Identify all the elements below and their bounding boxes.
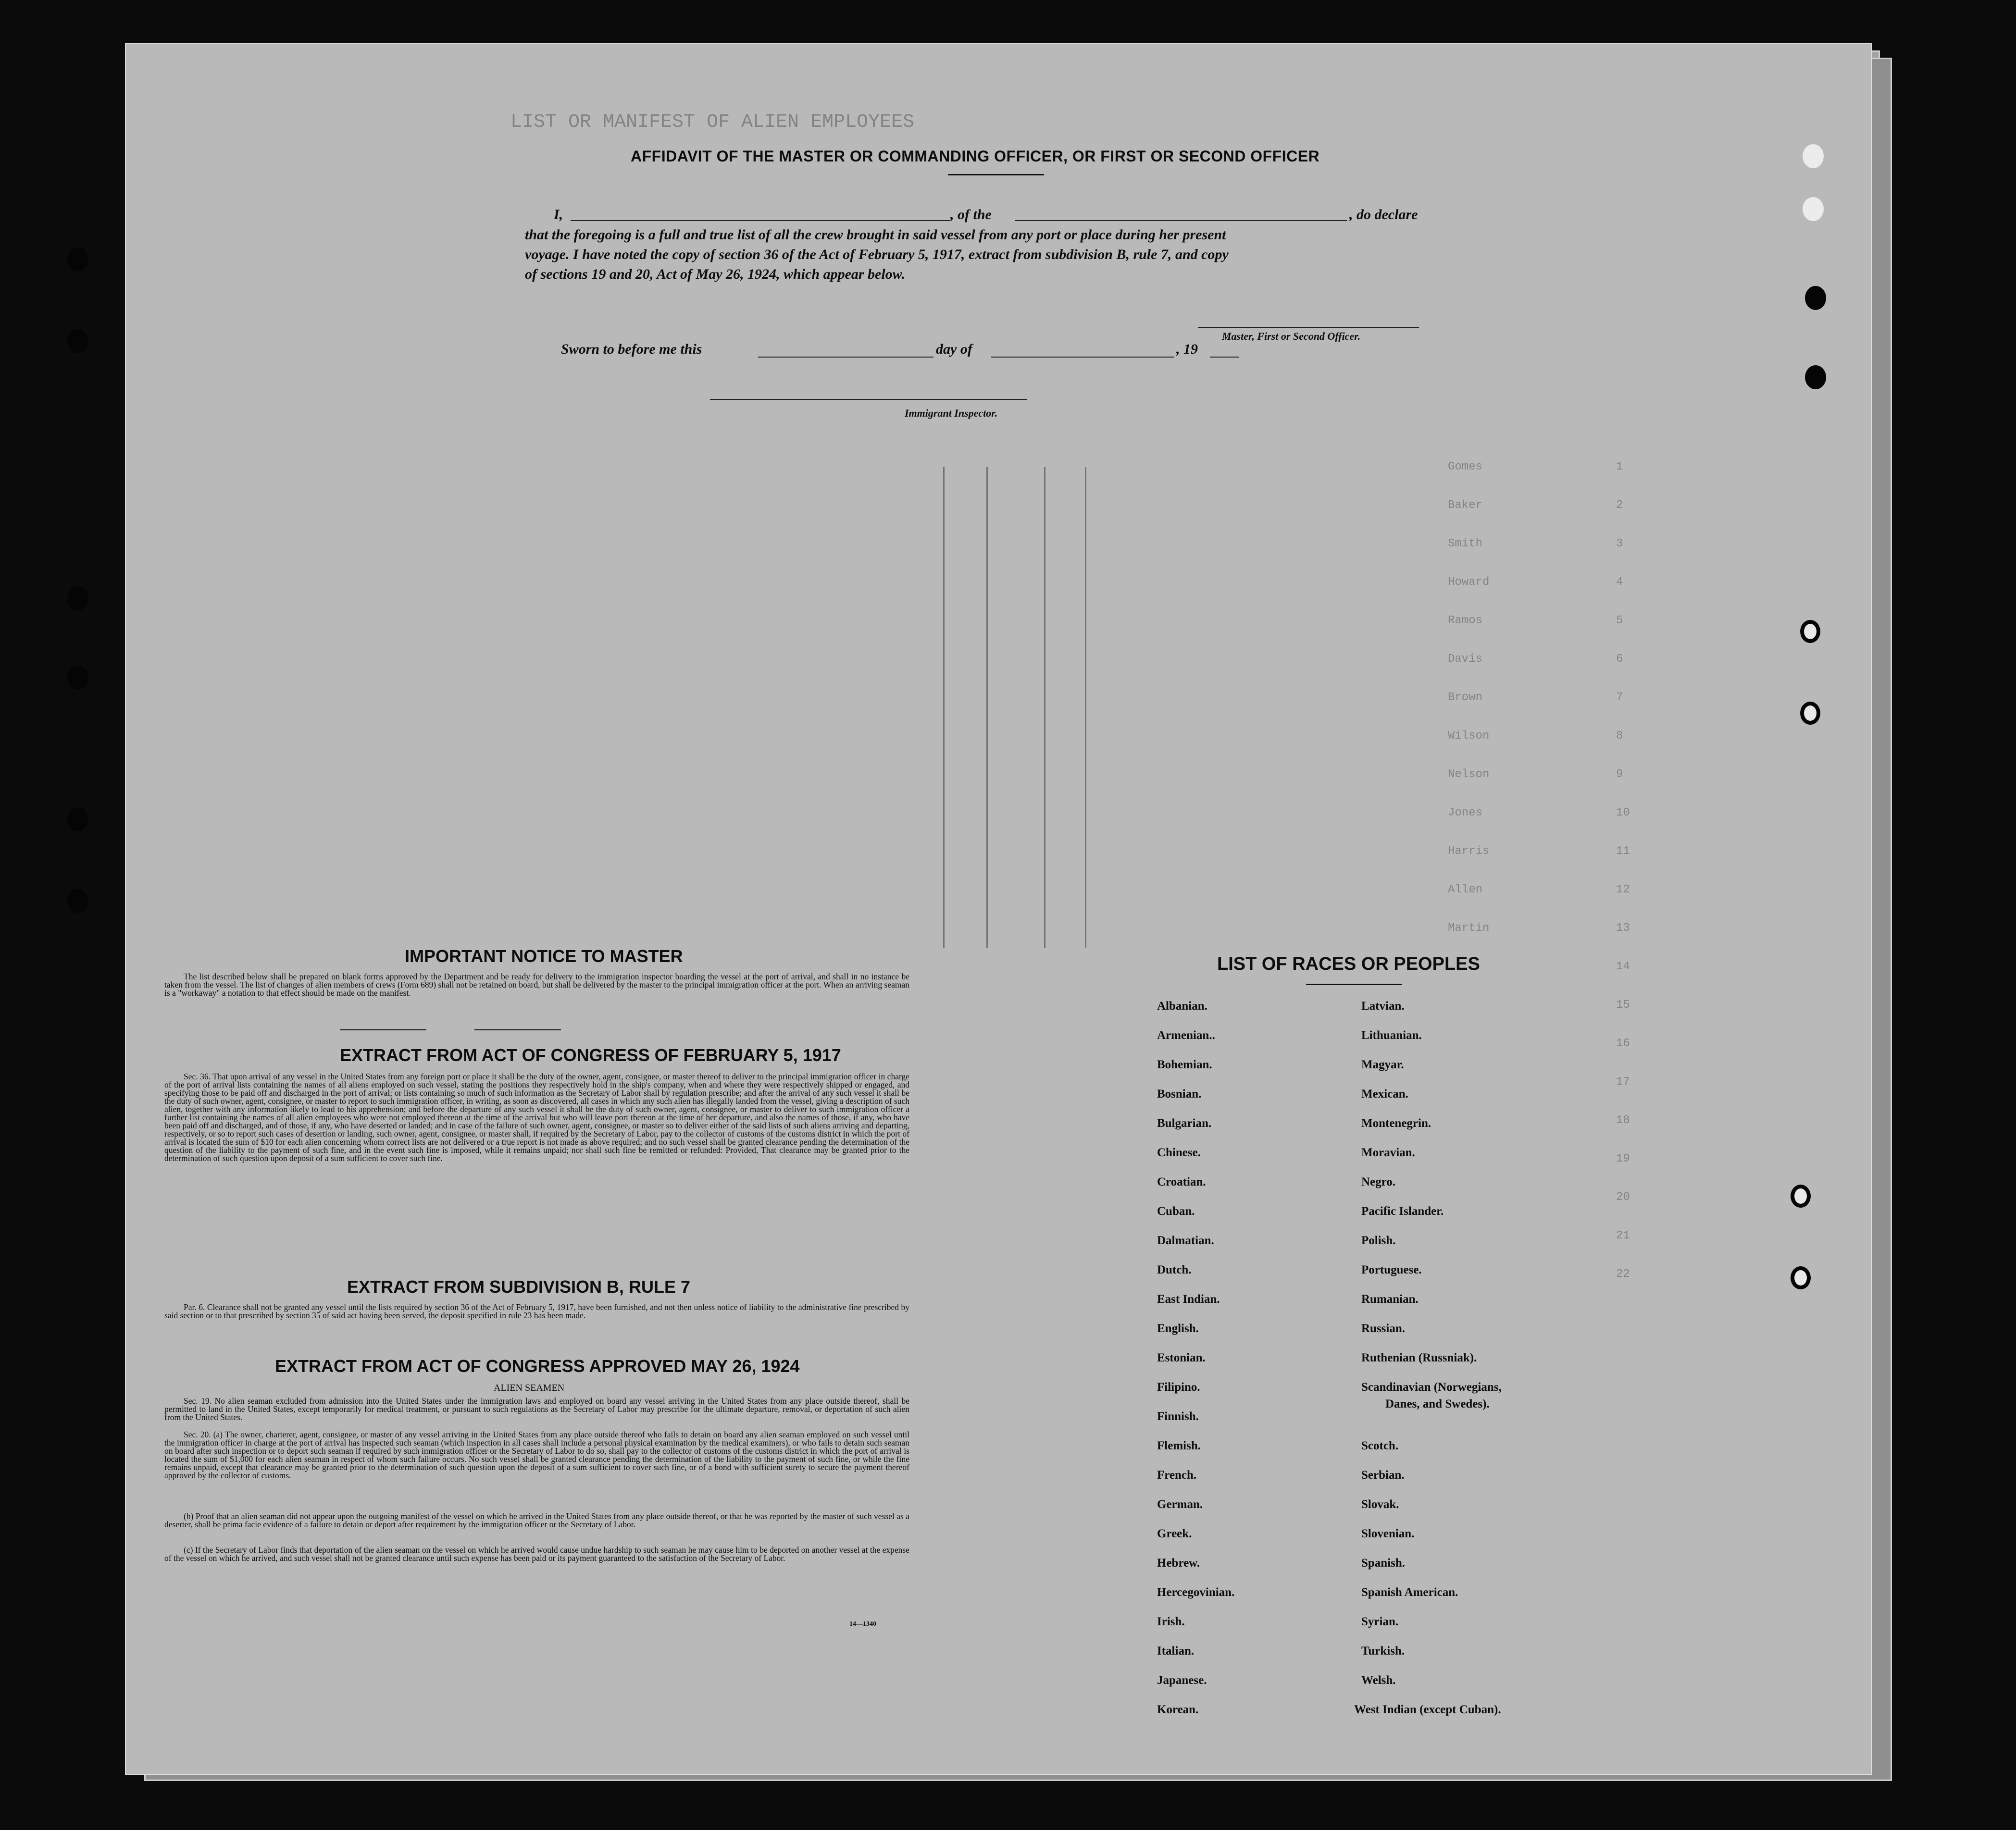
column-rule: [1085, 467, 1086, 948]
extract-rule7-body: Par. 6. Clearance shall not be granted any vessel until the lists required by section 36 of the Act of February 5, 1917, have been furnished, and not then unless notice of liability to the administrative fine prescribed by said section or to that prescribed by section 35 of said act having been served, the deposit specified in rule 23 has been made.: [164, 1302, 909, 1320]
race-left-9: Dalmatian.: [1157, 1234, 1214, 1247]
race-right-2: Lithuanian.: [1361, 1029, 1422, 1042]
divider: [340, 1029, 426, 1030]
bleed-through-text: LIST OR MANIFEST OF ALIEN EMPLOYEES: [510, 111, 915, 133]
column-rule: [943, 467, 945, 948]
race-left-25: Korean.: [1157, 1703, 1199, 1716]
race-right-19: Spanish.: [1361, 1557, 1406, 1570]
race-right-23: Welsh.: [1361, 1674, 1396, 1687]
signature-line-inspector[interactable]: [710, 399, 1027, 400]
column-rule: [1044, 467, 1045, 948]
extract-rule7-title: EXTRACT FROM SUBDIVISION B, RULE 7: [347, 1277, 691, 1297]
race-left-15: Finnish.: [1157, 1410, 1199, 1423]
race-left-8: Cuban.: [1157, 1205, 1195, 1218]
notice-body: The list described below shall be prepared on blank forms approved by the Department and be ready for delivery to the immigration inspector boarding the vessel at the port of arrival, and shall in no instance be taken from the vessel. The list of changes of alien members of crews (Form 689) shall not be retained on board, but shall be delivered by the master to the principal immigration officer at the port. When an arriving seaman is a "workaway" a notation to that effect should be made on the manifest.: [164, 972, 909, 998]
affidavit-title: AFFIDAVIT OF THE MASTER OR COMMANDING OFFICER, OR FIRST OR SECOND OFFICER: [631, 148, 1320, 165]
binder-hole: [1805, 286, 1826, 310]
race-right-3: Magyar.: [1361, 1058, 1404, 1071]
divider: [1306, 984, 1402, 985]
binder-hole: [67, 247, 88, 272]
race-left-1: Albanian.: [1157, 1000, 1207, 1013]
divider: [474, 1029, 561, 1030]
binder-hole: [1805, 365, 1826, 389]
race-left-13: Estonian.: [1157, 1351, 1206, 1364]
races-title: LIST OF RACES OR PEOPLES: [1217, 954, 1480, 974]
extract-1917-title: EXTRACT FROM ACT OF CONGRESS OF FEBRUARY 5, 1917: [340, 1045, 841, 1065]
binder-hole: [1800, 620, 1820, 643]
year-prefix: , 19: [1176, 341, 1198, 357]
extract-1924-subtitle: ALIEN SEAMEN: [494, 1383, 565, 1393]
race-right-14-cont: Danes, and Swedes).: [1385, 1397, 1490, 1410]
declaration-i: I,: [554, 207, 563, 223]
race-left-21: Hercegovinian.: [1157, 1586, 1235, 1599]
race-left-16: Flemish.: [1157, 1439, 1201, 1452]
day-blank[interactable]: [758, 357, 933, 358]
race-right-1: Latvian.: [1361, 1000, 1405, 1013]
sec-20a: Sec. 20. (a) The owner, charterer, agent, consignee, or master of any vessel arriving in the United States from any place outside thereof who fails to detain on board any alien seaman employed on such vessel until the immigration officer in charge at the port of arrival has inspected such seaman (which inspection in all cases shall include a personal physical examination by the medical examiners), or who fails to detain such seaman on board after such inspection or to deport such seaman if required by such immigration officer or the Secretary of Labor to do so, shall pay to the collector of customs of the customs district in which the port of arrival is located the sum of $1,000 for each alien seaman in respect of whom such failure occurs. No such vessel shall be granted clearance pending the determination of the liability to the payment of such fine, or while the fine remains unpaid, except that clearance may be granted prior to the determination of such question upon the deposit of a sum sufficient to cover such fine, or of a bond with sufficient surety to secure the payment thereof approved by the collector of customs.: [164, 1430, 909, 1480]
race-right-15: Scotch.: [1361, 1439, 1399, 1452]
race-right-18: Slovenian.: [1361, 1527, 1415, 1540]
divider: [948, 174, 1044, 175]
race-right-21: Syrian.: [1361, 1615, 1399, 1628]
race-right-7: Negro.: [1361, 1175, 1396, 1188]
race-left-20: Hebrew.: [1157, 1557, 1200, 1570]
sec-20c: (c) If the Secretary of Labor finds that deportation of the alien seaman on the vessel on which he arrived would cause undue hardship to such seaman he may cause him to be deported on another vessel at the expense of the vessel on which he arrived, and such vessel shall not be granted clearance until such expense has been paid or its payment guaranteed to the satisfaction of the Secretary of Labor.: [164, 1545, 909, 1563]
declaration-of-the: , of the: [950, 207, 992, 223]
race-right-22: Turkish.: [1361, 1645, 1405, 1657]
binder-hole: [1803, 197, 1824, 221]
inspector-caption: Immigrant Inspector.: [905, 407, 998, 419]
race-right-13: Ruthenian (Russniak).: [1361, 1351, 1477, 1364]
bleed-through-numbers: 1 2 3 4 5 6 7 8 9 10 11 12 13 14 15 16 17 18 19 20 21 22: [1616, 460, 1630, 1281]
race-right-6: Moravian.: [1361, 1146, 1415, 1159]
race-left-14: Filipino.: [1157, 1381, 1200, 1394]
vessel-blank[interactable]: [1015, 220, 1347, 221]
race-left-7: Croatian.: [1157, 1175, 1206, 1188]
signature-line-officer[interactable]: [1198, 327, 1419, 328]
declaration-line-3: voyage. I have noted the copy of section 36 of the Act of February 5, 1917, extract from subdivision B, rule 7, and copy: [525, 247, 1229, 262]
race-left-19: Greek.: [1157, 1527, 1192, 1540]
name-blank[interactable]: [571, 220, 950, 221]
race-right-11: Rumanian.: [1361, 1293, 1419, 1306]
race-left-5: Bulgarian.: [1157, 1117, 1212, 1130]
race-right-17: Slovak.: [1361, 1498, 1399, 1511]
binder-hole: [1800, 702, 1820, 725]
sec-20b: (b) Proof that an alien seaman did not appear upon the outgoing manifest of the vessel on which he arrived in the United States from any place outside thereof, or that he was reported by the master of such vessel as a deserter, shall be prima facie evidence of a failure to detain or deport after requirement by the immigration officer or the Secretary of Labor.: [164, 1511, 909, 1529]
race-right-24: West Indian (except Cuban).: [1354, 1703, 1501, 1716]
race-left-17: French.: [1157, 1469, 1197, 1482]
binder-hole: [67, 329, 88, 353]
race-left-24: Japanese.: [1157, 1674, 1207, 1687]
race-left-22: Irish.: [1157, 1615, 1185, 1628]
race-right-16: Serbian.: [1361, 1469, 1405, 1482]
race-right-20: Spanish American.: [1361, 1586, 1458, 1599]
extract-1917-body: Sec. 36. That upon arrival of any vessel in the United States from any foreign port or place it shall be the duty of the owner, agent, consignee, or master thereof to deliver to the principal immigration officer in charge of the port of arrival lists containing the names of all aliens employed on such vessel, stating the positions they respectively hold in the ship's company, when and where they were respectively shipped or engaged, and specifying those to be paid off and discharged in the port of arrival; or lists containing so much of such information as the Secretary of Labor shall by regulation prescribe; and after the arrival of any such vessel it shall be the duty of such owner, agent, consignee, or master to report to such immigration officer, in writing, as soon as discovered, all cases in which any such alien has illegally landed from the vessel, giving a description of such alien, together with any information likely to lead to his apprehension; and before the departure of any such vessel it shall be the duty of such owner, agent, consignee, or master to deliver to such immigration officer a further list containing the names of all alien employees who were not employed thereon at the time of the arrival but who will leave port thereon at the time of her departure, and also the names of those, if any, who have been paid off and discharged, and of those, if any, who have deserted or landed; and in case of the failure of such owner, agent, consignee, or master so to deliver either of the said lists of such aliens arriving and departing, respectively, or so to report such cases of desertion or landing, such owner, agent, consignee, or master shall, if required by the Secretary of Labor, pay to the collector of customs of the customs district in which the port of arrival is located the sum of $10 for each alien concerning whom correct lists are not delivered or a true report is not made as above required; and no such vessel shall be granted clearance pending the determination of the question of the liability to the payment of such fine, and in the event such fine is imposed, while it remains unpaid; nor shall such fine be remitted or refunded: Provided, That clearance may be granted prior to the determination of such question upon deposit of a sum sufficient to cover such fine.: [164, 1072, 909, 1163]
race-left-11: East Indian.: [1157, 1293, 1220, 1306]
declaration-end: , do declare: [1349, 207, 1418, 223]
race-left-3: Bohemian.: [1157, 1058, 1212, 1071]
notice-title: IMPORTANT NOTICE TO MASTER: [405, 946, 683, 966]
race-left-18: German.: [1157, 1498, 1203, 1511]
race-left-23: Italian.: [1157, 1645, 1195, 1657]
race-right-12: Russian.: [1361, 1322, 1406, 1335]
binder-hole: [67, 586, 88, 610]
declaration-line-4: of sections 19 and 20, Act of May 26, 1924, which appear below.: [525, 266, 906, 282]
binder-hole: [67, 889, 88, 913]
form-page: [125, 43, 1872, 1775]
race-right-5: Montenegrin.: [1361, 1117, 1431, 1130]
binder-hole: [1791, 1185, 1811, 1208]
race-right-8: Pacific Islander.: [1361, 1205, 1444, 1218]
officer-caption: Master, First or Second Officer.: [1222, 330, 1361, 342]
race-left-2: Armenian..: [1157, 1029, 1215, 1042]
day-of-text: day of: [936, 341, 972, 357]
sworn-text: Sworn to before me this: [561, 341, 702, 357]
race-left-6: Chinese.: [1157, 1146, 1201, 1159]
race-left-12: English.: [1157, 1322, 1199, 1335]
race-right-14: Scandinavian (Norwegians,: [1361, 1381, 1502, 1394]
year-blank[interactable]: [1210, 357, 1239, 358]
binder-hole: [67, 666, 88, 690]
binder-hole: [1791, 1266, 1811, 1289]
binder-hole: [67, 807, 88, 831]
bleed-through-names: Gomes Baker Smith Howard Ramos Davis Brown Wilson Nelson Jones Harris Allen Martin: [1448, 460, 1490, 935]
binder-hole: [1803, 144, 1824, 168]
declaration-line-2: that the foregoing is a full and true list of all the crew brought in said vessel from any port or place during her present: [525, 227, 1226, 243]
race-left-4: Bosnian.: [1157, 1088, 1202, 1100]
sec-19: Sec. 19. No alien seaman excluded from admission into the United States under the immigration laws and employed on board any vessel arriving in the United States from any place outside thereof, shall be permitted to land in the United States, except temporarily for medical treatment, or pursuant to such regulations as the Secretary of Labor may prescribe for the ultimate departure, removal, or deportation of such alien from the United States.: [164, 1396, 909, 1422]
race-left-10: Dutch.: [1157, 1263, 1192, 1276]
form-number: 14—1340: [849, 1620, 876, 1628]
column-rule: [986, 467, 988, 948]
race-right-10: Portuguese.: [1361, 1263, 1422, 1276]
race-right-9: Polish.: [1361, 1234, 1396, 1247]
month-blank[interactable]: [991, 357, 1174, 358]
extract-1924-title: EXTRACT FROM ACT OF CONGRESS APPROVED MAY 26, 1924: [275, 1356, 800, 1376]
race-right-4: Mexican.: [1361, 1088, 1408, 1100]
